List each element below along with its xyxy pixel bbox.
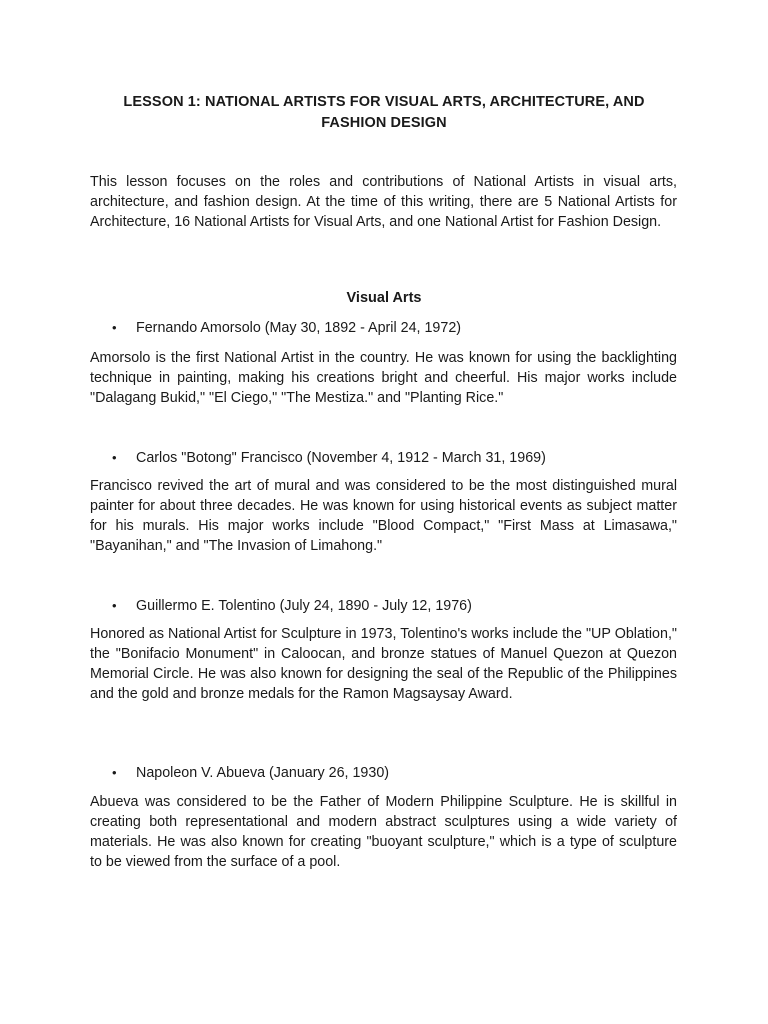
artist-name-item bbox=[112, 596, 672, 616]
artist-name-item bbox=[112, 763, 672, 783]
section-heading: Visual Arts bbox=[346, 290, 422, 306]
artist-name: Guillermo E. Tolentino (July 24, 1890 - July 12, 1976) bbox=[136, 598, 472, 614]
artist-description: Francisco revived the art of mural and was considered to be the most distinguished mural painter for about three decades. He was known for using historical events as subject matter for his murals. His major works include "Blood Compact," "First Mass at Limasawa," "Bayanihan," and "The Invasion of Limahong." bbox=[90, 478, 677, 554]
bullet-icon: • bbox=[112, 765, 117, 780]
artist-name: Fernando Amorsolo (May 30, 1892 - April 24, 1972) bbox=[136, 320, 462, 336]
bullet-icon: • bbox=[112, 320, 117, 335]
artist-name-item bbox=[112, 318, 672, 338]
artist-description: Amorsolo is the first National Artist in the country. He was known for using the backlighting technique in painting, making his creations bright and cheerful. His major works include "Dalagang Bukid," "El Ciego," "The Mestiza." and "Planting Rice." bbox=[90, 350, 677, 406]
artist-name-item bbox=[112, 448, 672, 468]
artist-description: Honored as National Artist for Sculpture in 1973, Tolentino's works include the "UP Oblation," the "Bonifacio Monument" in Caloocan, and bronze statues of Manuel Quezon at Quezon Memorial Circle. He was also known for designing the seal of the Republic of the Philippines and the gold and bronze medals for the Ramon Magsaysay Award. bbox=[90, 626, 677, 702]
bullet-icon: • bbox=[112, 598, 117, 613]
intro-paragraph: This lesson focuses on the roles and contributions of National Artists in visual arts, architecture, and fashion design. At the time of this writing, there are 5 National Artists for Architecture, 16 National Artists for Visual Arts, and one National Artist for Fashion Design. bbox=[90, 174, 677, 230]
lesson-title: LESSON 1: NATIONAL ARTISTS FOR VISUAL ARTS, ARCHITECTURE, AND FASHION DESIGN bbox=[123, 94, 645, 131]
bullet-icon: • bbox=[112, 450, 117, 465]
artist-name: Napoleon V. Abueva (January 26, 1930) bbox=[136, 765, 390, 781]
artist-description: Abueva was considered to be the Father of Modern Philippine Sculpture. He is skillful in creating both representational and modern abstract sculptures using a wide variety of materials. He was also known for creating "buoyant sculpture," which is a type of sculpture to be viewed from the surface of a pool. bbox=[90, 794, 677, 870]
artist-name: Carlos "Botong" Francisco (November 4, 1912 - March 31, 1969) bbox=[136, 450, 546, 466]
